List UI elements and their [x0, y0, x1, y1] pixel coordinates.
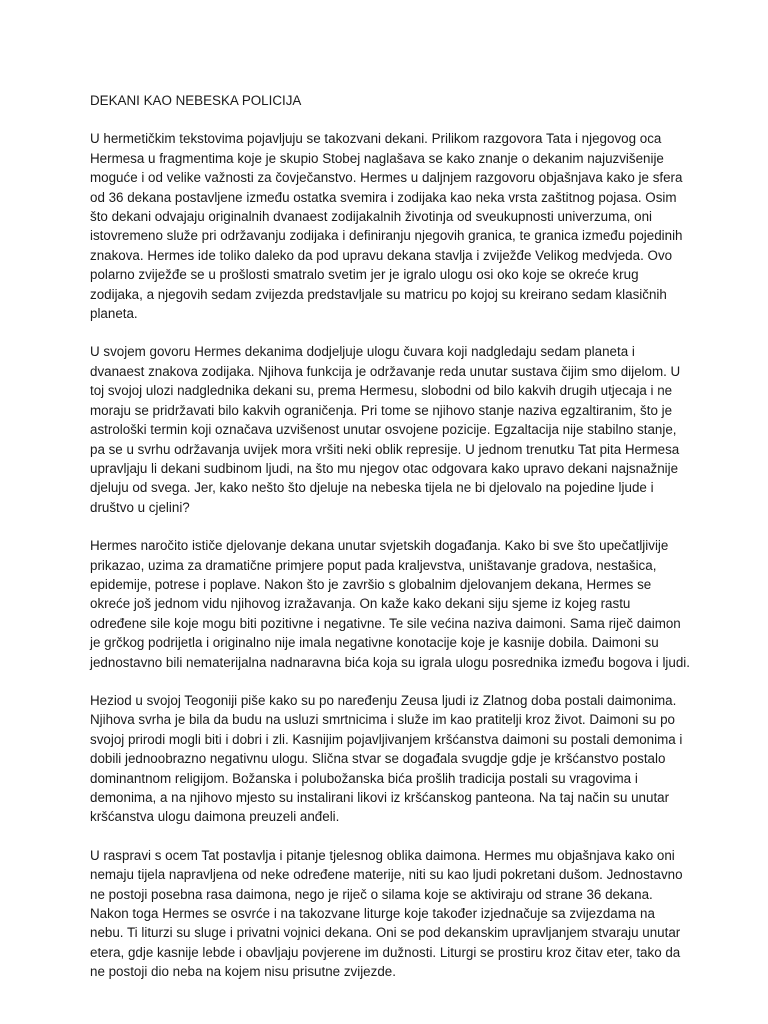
- document-body: [90, 91, 690, 1001]
- document-title: DEKANI KAO NEBESKA POLICIJA: [90, 93, 302, 108]
- paragraph-4: Heziod u svojoj Teogoniji piše kako su po naređenju Zeusa ljudi iz Zlatnog doba postali daimonima. Njihova svrha je bila da budu na usluzi smrtnicima i služe im kao pratitelji kroz život. Daimoni su po svojoj prirodi mogli biti i dobri i zli. Kasnijim pojavljivanjem kršćanstva daimoni su postali demonima i dobili jednoobrazno negativnu ulogu. Slična stvar se događala svugdje gdje je kršćanstvo postalo dominantnom religijom. Božanska i polubožanska bića prošlih tradicija postali su vragovima i demonima, a na njihovo mjesto su instalirani likovi iz kršćanskog panteona. Na taj način su unutar kršćanstva ulogu daimona preuzeli anđeli.: [90, 692, 683, 825]
- paragraph-3: Hermes naročito ističe djelovanje dekana unutar svjetskih događanja. Kako bi sve što upečatljivije prikazao, uzima za dramatične primjere poput pada kraljevstva, uništavanje gradova, nestašica, epidemije, potrese i poplave. Nakon što je završio s globalnim djelovanjem dekana, Hermes se okreće još jednom vidu njihovog izražavanja. On kaže kako dekani siju sjeme iz kojeg rastu određene sile koje mogu biti pozitivne i negativne. Te sile većina naziva daimoni. Sama riječ daimon je grčkog podrijetla i originalno nije imala negativne konotacije koje je kasnije dobila. Daimoni su jednostavno bili nematerijalna nadnaravna bića koja su igrala ulogu posrednika između bogova i ljudi.: [90, 538, 690, 670]
- paragraph-2: U svojem govoru Hermes dekanima dodjeljuje ulogu čuvara koji nadgledaju sedam planeta i dvanaest znakova zodijaka. Njihova funkcija je održavanje reda unutar sustava čijim smo dijelom. U toj svojoj ulozi nadglednika dekani su, prema Hermesu, slobodni od bilo kakvih drugih utjecaja i ne moraju se pridržavati bilo kakvih ograničenja. Pri tome se njihovo stanje naziva egzaltiranim, što je astrološki termin koji označava uzvišenost unutar osvojene pozicije. Egzaltacija nije stabilno stanje, pa se u svrhu održavanja uvijek mora vršiti neki oblik represije. U jednom trenutku Tat pita Hermesa upravljaju li dekani sudbinom ljudi, na što mu njegov otac odgovara kako upravo dekani najsnažnije djeluju od svega. Jer, kako nešto što djeluje na nebeska tijela ne bi djelovalo na pojedine ljude i društvo u cjelini?: [90, 344, 681, 515]
- paragraph-5: U raspravi s ocem Tat postavlja i pitanje tjelesnog oblika daimona. Hermes mu objašnjava kako oni nemaju tijela napravljena od neke određene materije, niti su kao ljudi pokretani dušom. Jednostavno ne postoji posebna rasa daimona, nego je riječ o silama koje se aktiviraju od strane 36 dekana. Nakon toga Hermes se osvrće i na takozvane liturge koje također izjednačuje sa zvijezdama na nebu. Ti liturzi su sluge i privatni vojnici dekana. Oni se pod dekanskim upravljanjem stvaraju unutar etera, gdje kasnije lebde i obavljaju povjerene im dužnosti. Liturgi se prostiru kroz čitav eter, tako da ne postoji dio neba na kojem nisu prisutne zvijezde.: [90, 847, 683, 980]
- paragraph-1: U hermetičkim tekstovima pojavljuju se takozvani dekani. Prilikom razgovora Tata i njegovog oca Hermesa u fragmentima koje je skupio Stobej naglašava se kako znanje o dekanim najuzvišenije moguće i od velike važnosti za čovječanstvo. Hermes u daljnjem razgovoru objašnjava kako je sfera od 36 dekana postavljene između ostatka svemira i zodijaka kao neka vrsta zaštitnog pojasa. Osim što dekani odvajaju originalnih dvanaest zodijakalnih životinja od sveukupnosti univerzuma, oni istovremeno služe pri održavanju zodijaka i definiranju njegovih granica, te granica između pojedinih znakova. Hermes ide toliko daleko da pod upravu dekana stavlja i zviježđe Velikog medvjeda. Ovo polarno zviježđe se u prošlosti smatralo svetim jer je igralo ulogu osi oko koje se okreće krug zodijaka, a njegovih sedam zvijezda predstavljale su matricu po kojoj su kreirano sedam klasičnih planeta.: [90, 131, 683, 322]
